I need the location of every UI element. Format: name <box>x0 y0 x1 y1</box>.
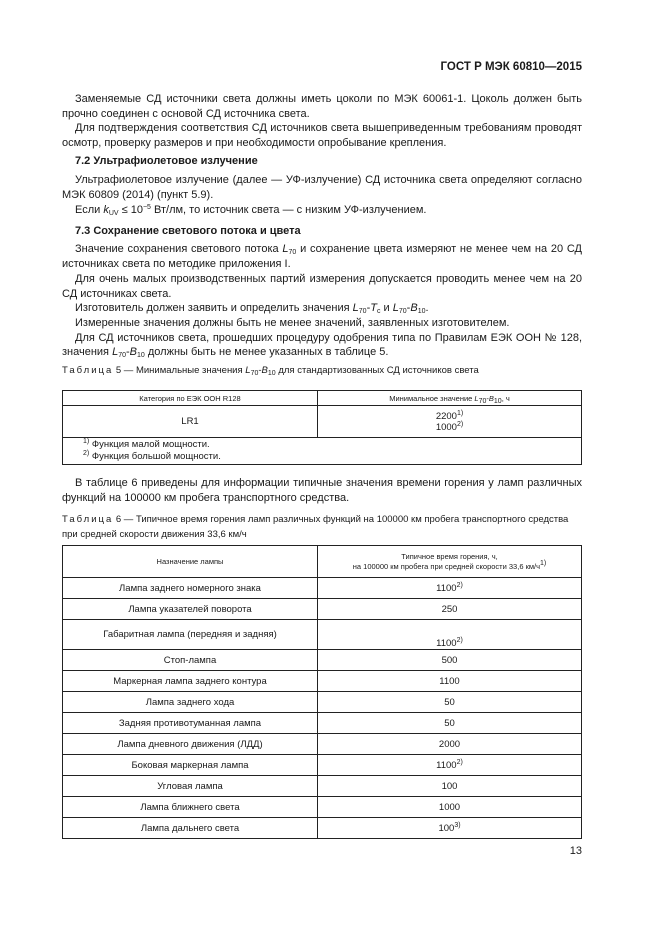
paragraph: Для подтверждения соответствия СД источников света вышеприведенным требованиям проводят осмотр, проверку размеров и при необходимости опробывание крепления. <box>62 122 582 149</box>
footnote-mark: 2) <box>456 581 463 589</box>
table-6 <box>62 545 582 839</box>
symbol: k <box>103 204 109 216</box>
document-header: ГОСТ Р МЭК 60810—2015 <box>440 61 582 73</box>
subscript: 10 <box>267 370 276 377</box>
symbol: L <box>352 302 359 314</box>
value: 2200 <box>435 410 457 422</box>
table-row <box>63 599 582 620</box>
page-number: 13 <box>569 845 582 857</box>
footnote: Функция большой мощности. <box>91 451 221 462</box>
lamp-name: Габаритная лампа (передняя и задняя) <box>63 620 318 650</box>
section-heading: 7.3 Сохранение светового потока и цвета <box>75 225 301 237</box>
burn-time <box>318 818 582 839</box>
footnote-mark: 2) <box>456 758 463 766</box>
burn-time <box>318 734 582 755</box>
subscript: 10 <box>493 397 502 405</box>
text: Вт/лм, то источник света — с низким УФ-излучением. <box>150 204 427 216</box>
symbol: L <box>392 302 399 314</box>
lamp-name: Маркерная лампа заднего контура <box>63 671 318 692</box>
text: Значение сохранения светового потока <box>75 243 283 255</box>
text: , ч <box>501 393 510 403</box>
paragraph <box>62 242 582 272</box>
lamp-name: Боковая маркерная лампа <box>63 755 318 776</box>
symbol: L <box>245 365 251 376</box>
lamp-name: Лампа ближнего света <box>63 797 318 818</box>
column-header: Минимальное значение $L_{70}-B_{10}$, ч <box>318 391 582 406</box>
value: 50 <box>444 717 455 729</box>
lamp-name: Лампа дневного движения (ЛДД) <box>63 734 318 755</box>
table-footnotes <box>63 438 582 465</box>
paragraph: В таблице 6 приведены для информации типичные значения времени горения у ламп различных функций на 100000 км пробега транспортного средства. <box>62 477 582 504</box>
column-header <box>318 546 582 578</box>
text: должны быть не менее указанных в таблице 5. <box>144 346 389 358</box>
footnote: Функция малой мощности. <box>91 439 210 450</box>
value: 1100 <box>436 759 457 771</box>
text: для стандартизованных СД источников света <box>275 365 479 376</box>
subscript: c <box>376 308 381 315</box>
table-row <box>63 713 582 734</box>
text: ≤ 10 <box>118 204 143 216</box>
symbol: L <box>112 346 119 358</box>
table-cell: LR1 <box>63 406 318 438</box>
column-header: Назначение лампы <box>63 546 318 578</box>
table-row <box>63 578 582 599</box>
symbol: B <box>488 393 494 403</box>
subscript: 70 <box>478 397 487 405</box>
text: на 100000 км пробега при средней скорости 33,6 км/ч <box>352 561 540 571</box>
lamp-name: Лампа заднего номерного знака <box>63 578 318 599</box>
text: 5 — Минимальные значения <box>113 365 246 376</box>
value: 1000 <box>438 801 461 813</box>
text: Таблица <box>62 365 114 376</box>
subscript: 70 <box>398 308 407 315</box>
table-5 <box>62 390 582 465</box>
value: 100 <box>438 822 455 834</box>
symbol: B <box>129 346 138 358</box>
symbol: T <box>370 302 377 314</box>
footnote-mark: 2) <box>456 637 463 644</box>
subscript: 10 <box>417 308 426 315</box>
footnote-mark: 2) <box>83 450 90 457</box>
burn-time <box>318 599 582 620</box>
text: Для СД источников света, прошедших процедуру одобрения типа по Правилам ЕЭК ООН № 128, значения <box>62 332 582 358</box>
text: Изготовитель должен заявить и определить значения <box>75 302 353 314</box>
paragraph: Ультрафиолетовое излучение (далее — УФ-излучение) СД источника света определяют согласно МЭК 60809 (2014) (пункт 5.9). <box>62 174 582 201</box>
column-header: Категория по ЕЭК ООН R128 <box>63 391 318 406</box>
table-caption: Таблица 5 — Минимальные значения $L_{70}-B_{10}$ для стандартизованных СД источников света <box>62 365 479 377</box>
symbol: B <box>261 365 268 376</box>
footnote-mark: 2) <box>456 420 464 428</box>
burn-time <box>318 713 582 734</box>
paragraph: Для очень малых производственных партий измерения допускается проводить менее чем на 20 СД источниках света. <box>62 273 582 300</box>
table-row <box>63 776 582 797</box>
table-row <box>63 671 582 692</box>
text: и <box>380 302 393 314</box>
section-heading: 7.2 Ультрафиолетовое излучение <box>75 155 258 167</box>
footnote-mark: 1) <box>456 409 464 417</box>
symbol: B <box>410 302 418 314</box>
value: 1100 <box>436 582 457 594</box>
value: 50 <box>444 696 455 708</box>
value: 100 <box>441 780 458 792</box>
subscript: 70 <box>250 370 259 377</box>
text: . <box>425 302 429 314</box>
value: 1100 <box>436 638 457 649</box>
table-row <box>63 692 582 713</box>
lamp-name: Угловая лампа <box>63 776 318 797</box>
burn-time <box>318 671 582 692</box>
symbol: L <box>474 393 479 403</box>
subscript: 70 <box>288 249 297 256</box>
burn-time <box>318 578 582 599</box>
burn-time <box>318 692 582 713</box>
lamp-name: Задняя противотуманная лампа <box>63 713 318 734</box>
text: Типичное время горения, ч, <box>401 551 498 561</box>
subscript: 10 <box>137 352 145 359</box>
text: Минимальное значение <box>389 393 475 403</box>
paragraph: Для СД источников света, прошедших процедуру одобрения типа по Правилам ЕЭК ООН № 128, значения $L_{70}-B_{10}$ должны быть не менее указанных в таблице 5. <box>62 332 582 359</box>
paragraph: Измеренные значения должны быть не менее значений, заявленных изготовителем. <box>75 317 510 329</box>
table-caption <box>62 512 582 542</box>
value: 2000 <box>438 738 461 750</box>
table-cell <box>318 406 582 438</box>
burn-time <box>318 620 582 650</box>
paragraph <box>62 203 582 218</box>
lamp-name: Лампа указателей поворота <box>63 599 318 620</box>
table-row <box>63 818 582 839</box>
burn-time <box>318 797 582 818</box>
symbol: L <box>282 243 289 255</box>
burn-time <box>318 776 582 797</box>
text: 6 — Типичное время горения ламп различных функций на 100000 км пробега транспортного средства при средней скорости движения 33,6 км/ч <box>62 514 569 540</box>
value: 250 <box>441 603 458 615</box>
lamp-name: Лампа дальнего света <box>63 818 318 839</box>
table-row <box>63 755 582 776</box>
table-row <box>63 650 582 671</box>
subscript: UV <box>108 210 119 217</box>
lamp-name: Лампа заднего хода <box>63 692 318 713</box>
table-row <box>63 797 582 818</box>
text: Таблица <box>62 514 114 525</box>
paragraph: Изготовитель должен заявить и определить значения $L_{70}-T_c$ и $L_{70}-B_{10}$. <box>75 302 429 315</box>
subscript: 70 <box>358 308 367 315</box>
footnote-mark: 3) <box>454 821 461 829</box>
burn-time <box>318 755 582 776</box>
footnote-mark: 1) <box>540 559 547 567</box>
value: 1000 <box>435 421 457 433</box>
table-row <box>63 734 582 755</box>
value: 1100 <box>439 675 460 687</box>
text: и сохранение цвета измеряют не менее чем на 20 СД источниках света по методике приложения I. <box>62 243 583 270</box>
burn-time <box>318 650 582 671</box>
subscript: 70 <box>118 352 126 359</box>
text: Если <box>75 204 104 216</box>
lamp-name: Стоп-лампа <box>63 650 318 671</box>
table-row <box>63 620 582 650</box>
paragraph: Заменяемые СД источники света должны иметь цоколи по МЭК 60061-1. Цоколь должен быть прочно соединен с основой СД источника света. <box>62 93 582 120</box>
value: 500 <box>441 654 458 666</box>
footnote-mark: 1) <box>83 438 90 445</box>
superscript: −5 <box>142 204 151 211</box>
